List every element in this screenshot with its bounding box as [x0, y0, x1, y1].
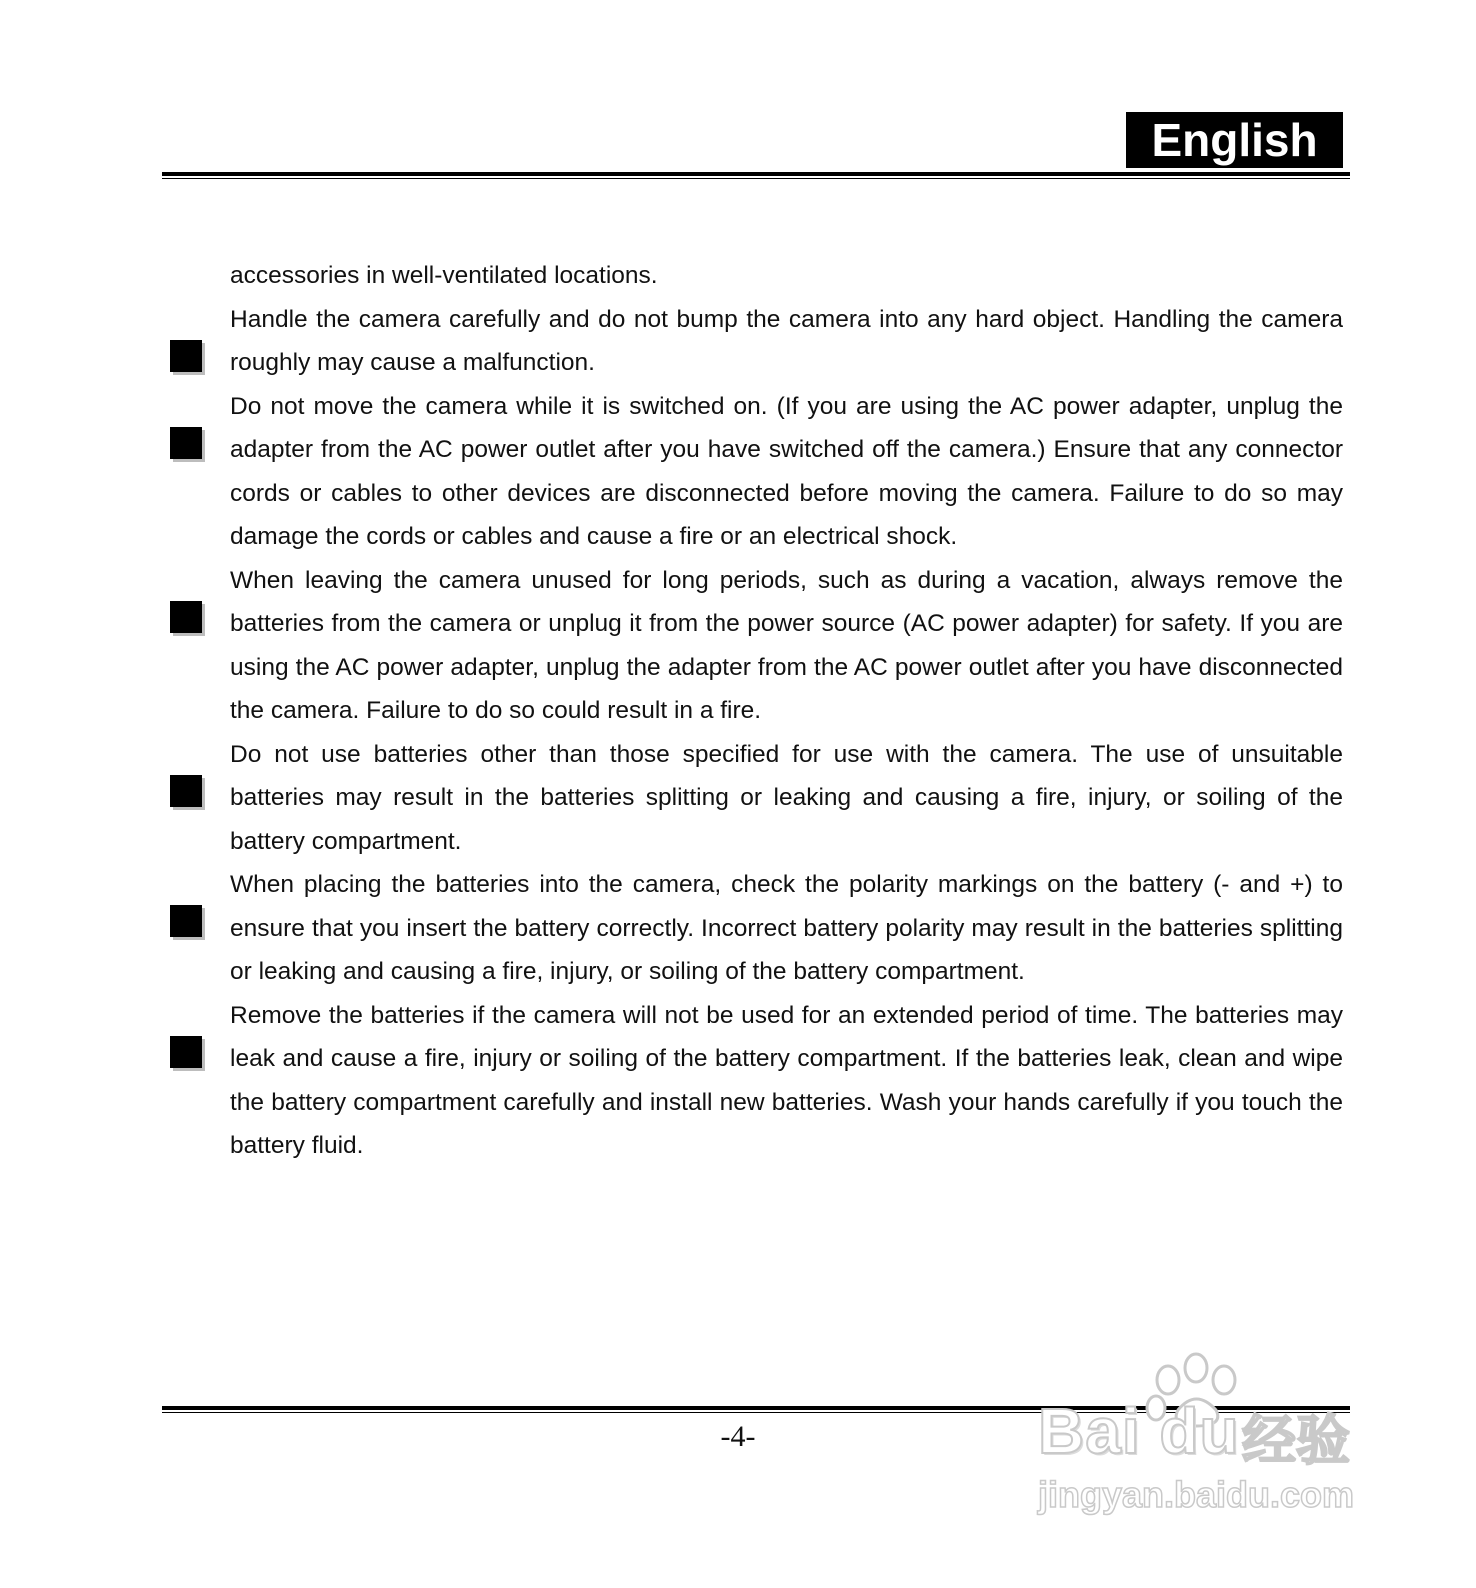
list-item-text: Do not use batteries other than those specified for use with the camera. The use of unsuitable batteries may result in the batteries splitting or leaking and causing a fire, injury, or soiling of the battery compartment.	[230, 740, 1343, 855]
list-item-text: Remove the batteries if the camera will not be used for an extended period of time. The batteries may leak and cause a fire, injury or soiling of the battery compartment. If the batteries leak, clean and wipe the battery compartment carefully and install new batteries. Wash your hands carefully if you touch the battery fluid.	[230, 1001, 1343, 1159]
list-item-text: When leaving the camera unused for long periods, such as during a vacation, always remove the batteries from the camera or unplug it from the power source (AC power adapter) for safety. If you are using the AC power adapter, unplug the adapter from the AC power outlet after you have disconnected the camera. Failure to do so could result in a fire.	[230, 566, 1343, 724]
page-number: -4-	[720, 1420, 756, 1453]
bullet-square-icon	[170, 1036, 202, 1068]
language-badge: English	[1126, 112, 1343, 168]
list-item	[230, 863, 1343, 994]
list-item	[230, 994, 1343, 1168]
list-item-text: Handle the camera carefully and do not bump the camera into any hard object. Handling the camera roughly may cause a malfunction.	[230, 305, 1343, 376]
header-rule	[162, 172, 1350, 179]
list-item	[230, 385, 1343, 559]
body-text	[230, 254, 1343, 1168]
watermark-url: jingyan.baidu.com	[1038, 1474, 1355, 1515]
list-item	[230, 733, 1343, 864]
bullet-square-icon	[170, 601, 202, 633]
bullet-square-icon	[170, 775, 202, 807]
paragraph-continuation: accessories in well-ventilated locations.	[230, 262, 658, 289]
watermark-chinese: 经验	[1242, 1409, 1350, 1472]
bullet-square-icon	[170, 905, 202, 937]
bullet-square-icon	[170, 427, 202, 459]
list-item	[230, 298, 1343, 385]
bullet-square-icon	[170, 340, 202, 372]
list-item	[230, 559, 1343, 733]
list-item-text: Do not move the camera while it is switched on. (If you are using the AC power adapter, unplug the adapter from the AC power outlet after you have switched off the camera.) Ensure that any connector cords or cables to other devices are disconnected before moving the camera. Failure to do so may damage the cords or cables and cause a fire or an electrical shock.	[230, 392, 1343, 550]
watermark	[1030, 1350, 1370, 1520]
watermark-logo: Bai du	[1038, 1395, 1240, 1467]
list-item-text: When placing the batteries into the camera, check the polarity markings on the battery (- and +) to ensure that you insert the battery correctly. Incorrect battery polarity may result in the batteries splitting or leaking and causing a fire, injury, or soiling of the battery compartment.	[230, 871, 1343, 985]
